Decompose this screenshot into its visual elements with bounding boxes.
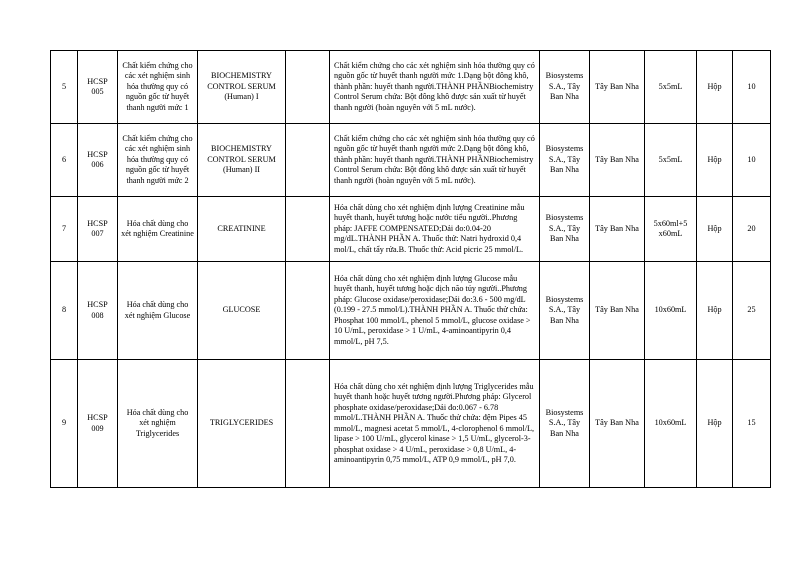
product-name: GLUCOSE xyxy=(198,262,286,360)
product-code: HCSP 008 xyxy=(78,262,118,360)
manufacturer: Biosystems S.A., Tây Ban Nha xyxy=(540,262,590,360)
country: Tây Ban Nha xyxy=(590,197,645,262)
pack-size: 10x60mL xyxy=(645,360,697,488)
empty-cell xyxy=(286,124,330,197)
empty-cell xyxy=(286,51,330,124)
manufacturer: Biosystems S.A., Tây Ban Nha xyxy=(540,197,590,262)
quantity: 15 xyxy=(733,360,771,488)
manufacturer: Biosystems S.A., Tây Ban Nha xyxy=(540,51,590,124)
empty-cell xyxy=(286,360,330,488)
product-name: TRIGLYCERIDES xyxy=(198,360,286,488)
pack-size: 5x5mL xyxy=(645,51,697,124)
row-index: 5 xyxy=(51,51,78,124)
table-row xyxy=(51,51,771,124)
table-row xyxy=(51,197,771,262)
manufacturer: Biosystems S.A., Tây Ban Nha xyxy=(540,124,590,197)
product-vn-name: Hóa chất dùng cho xét nghiệm Triglycerides xyxy=(118,360,198,488)
product-spec-table xyxy=(50,50,771,488)
table-row xyxy=(51,124,771,197)
country: Tây Ban Nha xyxy=(590,124,645,197)
pack-size: 5x5mL xyxy=(645,124,697,197)
table-row xyxy=(51,360,771,488)
unit: Hộp xyxy=(697,197,733,262)
table-row xyxy=(51,262,771,360)
product-code: HCSP 007 xyxy=(78,197,118,262)
manufacturer: Biosystems S.A., Tây Ban Nha xyxy=(540,360,590,488)
quantity: 10 xyxy=(733,51,771,124)
product-name: BIOCHEMISTRY CONTROL SERUM (Human) I xyxy=(198,51,286,124)
empty-cell xyxy=(286,262,330,360)
quantity: 25 xyxy=(733,262,771,360)
product-description: Chất kiểm chứng cho các xét nghiệm sinh hóa thường quy có nguồn gốc từ huyết thanh người mức 1.Dạng bột đông khô, thành phần: huyết thanh người.THÀNH PHẦNBiochemistry Control Serum chứa: Bột đông khô được sản xuất từ huyết thanh người (hoàn nguyên với 5 mL nước). xyxy=(330,51,540,124)
country: Tây Ban Nha xyxy=(590,360,645,488)
product-description: Hóa chất dùng cho xét nghiệm định lượng Glucose mẫu huyết thanh, huyết tương hoặc dịch não tủy người..Phương pháp: Glucose oxidase/peroxidase;Dải đo:3.6 - 500 mg/dL (0.199 - 27.5 mmol/L).THÀNH PHẦN A. Thuốc thử chứa: Phosphat 100 mmol/L, phenol 5 mmol/L, glucose oxidase > 10 U/mL, peroxidase > 1 U/mL, 4-aminoantipyrin 0,4 mmol/L, pH 7,5. xyxy=(330,262,540,360)
empty-cell xyxy=(286,197,330,262)
row-index: 8 xyxy=(51,262,78,360)
country: Tây Ban Nha xyxy=(590,51,645,124)
row-index: 6 xyxy=(51,124,78,197)
product-vn-name: Hóa chất dùng cho xét nghiệm Glucose xyxy=(118,262,198,360)
product-vn-name: Hóa chất dùng cho xét nghiệm Creatinine xyxy=(118,197,198,262)
quantity: 10 xyxy=(733,124,771,197)
quantity: 20 xyxy=(733,197,771,262)
unit: Hộp xyxy=(697,262,733,360)
product-code: HCSP 009 xyxy=(78,360,118,488)
product-description: Chất kiểm chứng cho các xét nghiệm sinh hóa thường quy có nguồn gốc từ huyết thanh người mức 2.Dạng bột đông khô, thành phần: huyết thanh người.THÀNH PHẦNBiochemistry Control Serum chứa: Bột đông khô được sản xuất từ huyết thanh người (hoàn nguyên với 5 mL nước). xyxy=(330,124,540,197)
row-index: 9 xyxy=(51,360,78,488)
pack-size: 10x60mL xyxy=(645,262,697,360)
product-vn-name: Chất kiểm chứng cho các xét nghiệm sinh hóa thường quy có nguồn gốc từ huyết thanh người mức 2 xyxy=(118,124,198,197)
product-name: BIOCHEMISTRY CONTROL SERUM (Human) II xyxy=(198,124,286,197)
product-code: HCSP 006 xyxy=(78,124,118,197)
product-code: HCSP 005 xyxy=(78,51,118,124)
product-description: Hóa chất dùng cho xét nghiệm định lượng Triglycerides mẫu huyết thanh hoặc huyết tương người.Phương pháp: Glycerol phosphate oxidase/peroxidase;Dải đo:0.067 - 6.78 mmol/L.THÀNH PHẦN A. Thuốc thử chứa: đệm Pipes 45 mmol/L, magnesi acetat 5 mmol/L, 4-clorophenol 6 mmol/L, lipase > 100 U/mL, glycerol kinase > 1,5 U/mL, glycerol-3-phosphat oxidase > 4 U/mL, peroxidase > 0,8 U/mL, 4-aminoantipyrin 0,75 mmol/L, ATP 0,9 mmol/L, pH 7,0. xyxy=(330,360,540,488)
product-name: CREATININE xyxy=(198,197,286,262)
unit: Hộp xyxy=(697,51,733,124)
product-description: Hóa chất dùng cho xét nghiệm định lượng Creatinine mẫu huyết thanh, huyết tương hoặc nước tiểu người..Phương pháp: JAFFE COMPENSATED;Dải đo:0.04-20 mg/dL.THÀNH PHẦN A. Thuốc thử: Natri hydroxid 0,4 mol/L, chất tẩy rửa.B. Thuốc thử: Acid picric 25 mmol/L. xyxy=(330,197,540,262)
country: Tây Ban Nha xyxy=(590,262,645,360)
row-index: 7 xyxy=(51,197,78,262)
pack-size: 5x60ml+5 x60mL xyxy=(645,197,697,262)
unit: Hộp xyxy=(697,360,733,488)
unit: Hộp xyxy=(697,124,733,197)
product-vn-name: Chất kiểm chứng cho các xét nghiệm sinh hóa thường quy có nguồn gốc từ huyết thanh người mức 1 xyxy=(118,51,198,124)
